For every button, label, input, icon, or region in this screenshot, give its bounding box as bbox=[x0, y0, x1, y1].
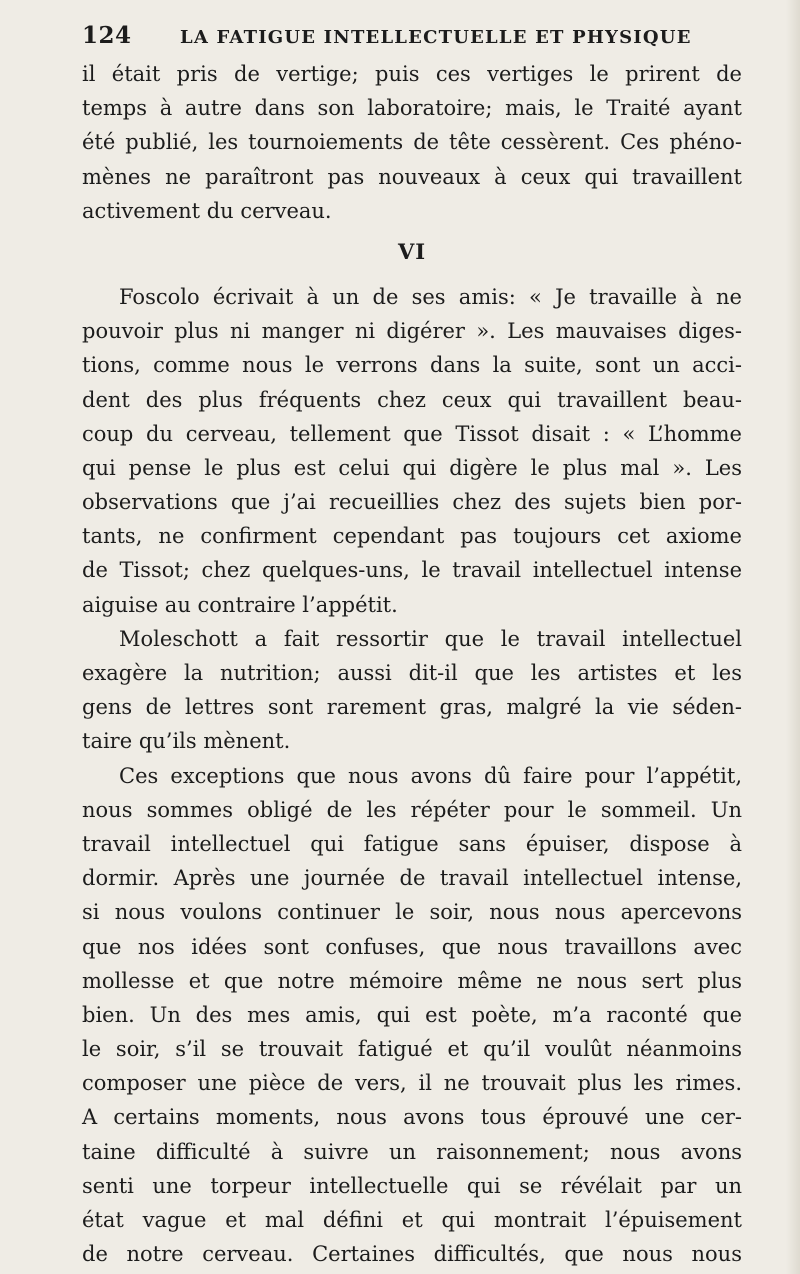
text-line: senti une torpeur intellectuelle qui se révélait par un bbox=[82, 1173, 742, 1198]
text-line: que nos idées sont confuses, que nous travaillons avec bbox=[82, 934, 742, 959]
text-line: temps à autre dans son laboratoire; mais, le Traité ayant bbox=[82, 96, 742, 121]
running-head bbox=[82, 22, 742, 54]
text-line: taine difficulté à suivre un raisonnement; nous avons bbox=[82, 1139, 742, 1164]
text-line: gens de lettres sont rarement gras, malgré la vie séden- bbox=[82, 695, 742, 720]
text-line: qui pense le plus est celui qui digère le plus mal ». Les bbox=[82, 455, 742, 480]
text-line: Moleschott a fait ressortir que le travail intellectuel bbox=[119, 626, 742, 651]
paragraph bbox=[82, 759, 742, 1272]
text-line: pouvoir plus ni manger ni digérer ». Les mauvaises diges- bbox=[82, 319, 742, 344]
text-line: Ces exceptions que nous avons dû faire pour l’appétit, bbox=[119, 763, 742, 788]
text-line: tants, ne confirment cependant pas toujours cet axiome bbox=[82, 524, 742, 549]
text-line: mènes ne paraîtront pas nouveaux à ceux qui travaillent bbox=[82, 164, 742, 189]
paragraph bbox=[82, 622, 742, 759]
text-line: dormir. Après une journée de travail intellectuel intense, bbox=[82, 866, 742, 891]
text-line: mollesse et que notre mémoire même ne nous sert plus bbox=[82, 968, 742, 993]
text-line: état vague et mal défini et qui montrait l’épuisement bbox=[82, 1208, 742, 1232]
paragraph bbox=[82, 280, 742, 622]
text-line: nous sommes obligé de les répéter pour le sommeil. Un bbox=[82, 797, 742, 822]
text-line: bien. Un des mes amis, qui est poète, m’a raconté que bbox=[82, 1002, 742, 1027]
text-line: observations que j’ai recueillies chez des sujets bien por- bbox=[82, 490, 742, 515]
text-line: taire qu’ils mènent. bbox=[82, 729, 291, 754]
text-line: Foscolo écrivait à un de ses amis: « Je travaille à ne bbox=[119, 284, 742, 309]
text-line: tions, comme nous le verrons dans la suite, sont un acci- bbox=[82, 353, 742, 378]
text-line: aiguise au contraire l’appétit. bbox=[82, 592, 398, 617]
text-line: travail intellectuel qui fatigue sans épuiser, dispose à bbox=[82, 831, 742, 856]
paragraph bbox=[82, 57, 742, 228]
text-line: dent des plus fréquents chez ceux qui travaillent beau- bbox=[82, 387, 742, 412]
body-text bbox=[82, 57, 742, 1271]
page-edge-shadow bbox=[786, 0, 800, 1274]
text-line: composer une pièce de vers, il ne trouvait plus les rimes. bbox=[82, 1071, 742, 1096]
text-line: de Tissot; chez quelques-uns, le travail intellectuel intense bbox=[82, 558, 742, 583]
text-line: A certains moments, nous avons tous éprouvé une cer- bbox=[82, 1105, 742, 1130]
text-line: coup du cerveau, tellement que Tissot disait : « L’homme bbox=[82, 421, 742, 446]
text-line: de notre cerveau. Certaines difficultés, que nous nous bbox=[82, 1242, 742, 1267]
text-line: le soir, s’il se trouvait fatigué et qu’il voulût néanmoins bbox=[82, 1037, 742, 1062]
text-line: activement du cerveau. bbox=[82, 198, 332, 223]
text-line: si nous voulons continuer le soir, nous nous apercevons bbox=[82, 900, 742, 925]
text-line: été publié, les tournoiements de tête cessèrent. Ces phéno- bbox=[82, 130, 742, 155]
section-heading: VI bbox=[397, 238, 427, 264]
running-title: LA FATIGUE INTELLECTUELLE ET PHYSIQUE bbox=[180, 27, 692, 48]
text-line: il était pris de vertige; puis ces vertiges le prirent de bbox=[82, 62, 742, 86]
page-number: 124 bbox=[82, 22, 132, 49]
text-line: exagère la nutrition; aussi dit-il que les artistes et les bbox=[82, 661, 742, 685]
